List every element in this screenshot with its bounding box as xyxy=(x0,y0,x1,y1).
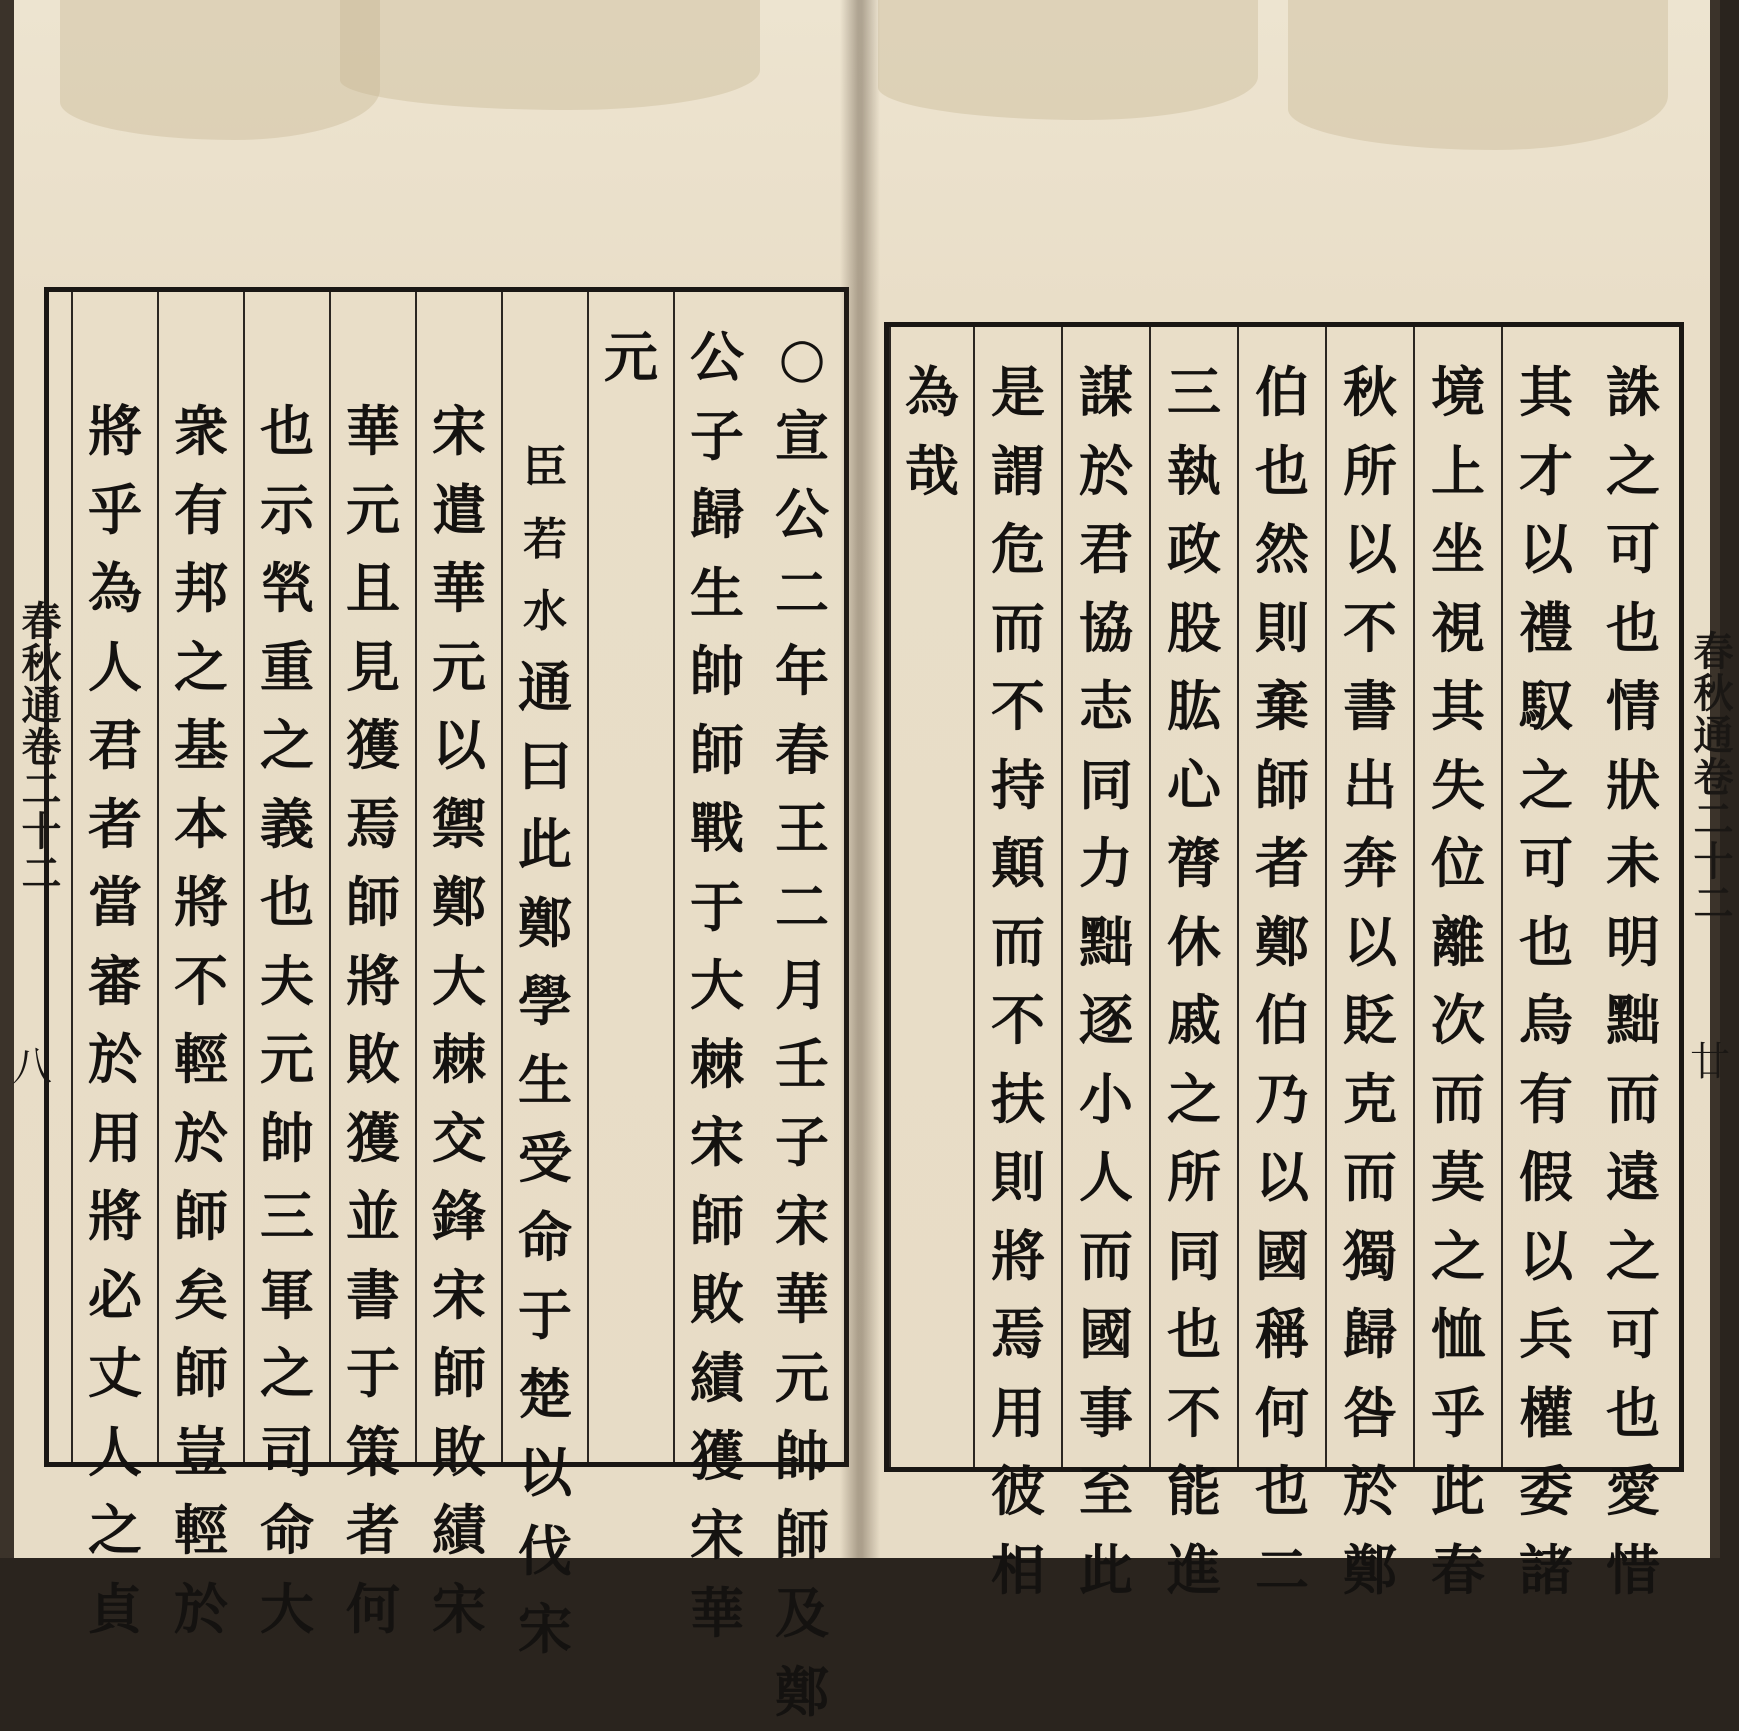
glyph: 貶 xyxy=(1343,981,1397,1060)
glyph: 獲 xyxy=(346,706,400,785)
left-text-frame xyxy=(44,287,849,1467)
glyph: 二 xyxy=(775,868,829,947)
glyph: 軍 xyxy=(260,1256,314,1335)
glyph: 何 xyxy=(1255,1374,1309,1453)
text-column xyxy=(673,292,759,1462)
glyph: 三 xyxy=(1167,353,1221,432)
glyph: 明 xyxy=(1606,903,1660,982)
glyph: 三 xyxy=(260,1177,314,1256)
glyph: 公 xyxy=(690,318,744,397)
glyph: 以 xyxy=(1519,510,1573,589)
glyph: 奔 xyxy=(1343,824,1397,903)
glyph: 以 xyxy=(518,1433,572,1512)
commentary-column xyxy=(415,292,501,1462)
commentary-column xyxy=(501,292,587,1462)
glyph: 持 xyxy=(991,746,1045,825)
glyph: 邦 xyxy=(174,549,228,628)
commentary-column xyxy=(243,292,329,1462)
glyph: 謀 xyxy=(1079,353,1133,432)
glyph: 謂 xyxy=(991,432,1045,511)
glyph: 及 xyxy=(775,1574,829,1653)
glyph: 用 xyxy=(991,1374,1045,1453)
glyph: 生 xyxy=(690,554,744,633)
glyph: 書 xyxy=(346,1256,400,1335)
commentary-column xyxy=(889,327,973,1467)
glyph: 政 xyxy=(1167,510,1221,589)
glyph: 乎 xyxy=(88,471,142,550)
glyph: 之 xyxy=(1431,1217,1485,1296)
glyph: 也 xyxy=(1255,1452,1309,1531)
book-gutter xyxy=(840,0,880,1558)
glyph: 獲 xyxy=(346,1099,400,1178)
glyph: 生 xyxy=(518,1041,572,1120)
glyph: 至 xyxy=(1079,1452,1133,1531)
glyph: 用 xyxy=(88,1099,142,1178)
right-folio-number: 廿 xyxy=(1690,1030,1730,1087)
glyph: 於 xyxy=(88,1020,142,1099)
glyph: 焉 xyxy=(991,1295,1045,1374)
glyph: 獨 xyxy=(1343,1217,1397,1296)
glyph: 膂 xyxy=(1167,824,1221,903)
glyph: 審 xyxy=(88,942,142,1021)
glyph: 之 xyxy=(1519,746,1573,825)
glyph: 二 xyxy=(1255,1531,1309,1610)
right-margin-title: 春秋通卷二十二 xyxy=(1682,630,1739,924)
glyph: 其 xyxy=(1431,667,1485,746)
glyph: 于 xyxy=(346,1334,400,1413)
glyph: 股 xyxy=(1167,589,1221,668)
glyph: 命 xyxy=(518,1198,572,1277)
glyph: 伯 xyxy=(1255,981,1309,1060)
glyph: 宋 xyxy=(775,1182,829,1261)
glyph: 君 xyxy=(88,706,142,785)
glyph: 是 xyxy=(991,353,1045,432)
glyph: 未 xyxy=(1606,824,1660,903)
glyph: 戚 xyxy=(1167,981,1221,1060)
glyph: 焉 xyxy=(346,785,400,864)
glyph: 相 xyxy=(991,1531,1045,1610)
glyph: 乃 xyxy=(1255,1060,1309,1139)
glyph: 師 xyxy=(346,863,400,942)
glyph: 以 xyxy=(1519,1217,1573,1296)
water-stain xyxy=(878,0,1258,120)
glyph: 才 xyxy=(1519,432,1573,511)
glyph: 也 xyxy=(260,392,314,471)
glyph: 貞 xyxy=(88,1570,142,1649)
glyph: 失 xyxy=(1431,746,1485,825)
glyph: 境 xyxy=(1431,353,1485,432)
glyph: ○ xyxy=(778,318,825,397)
glyph: 豈 xyxy=(174,1413,228,1492)
glyph: 不 xyxy=(991,667,1045,746)
glyph: 司 xyxy=(260,1413,314,1492)
glyph: 愛 xyxy=(1606,1452,1660,1531)
glyph: 矣 xyxy=(174,1256,228,1335)
glyph: 次 xyxy=(1431,981,1485,1060)
glyph: 國 xyxy=(1079,1295,1133,1374)
glyph: 公 xyxy=(775,475,829,554)
glyph: 師 xyxy=(775,1496,829,1575)
glyph: 上 xyxy=(1431,432,1485,511)
glyph: 敗 xyxy=(432,1413,486,1492)
glyph: 宣 xyxy=(775,397,829,476)
glyph: 於 xyxy=(1343,1452,1397,1531)
glyph: 可 xyxy=(1606,510,1660,589)
glyph: 之 xyxy=(260,706,314,785)
glyph: 華 xyxy=(690,1574,744,1653)
glyph: 有 xyxy=(1519,1060,1573,1139)
glyph: 華 xyxy=(775,1260,829,1339)
glyph: 獲 xyxy=(690,1417,744,1496)
glyph: 不 xyxy=(1343,589,1397,668)
commentary-column xyxy=(157,292,243,1462)
glyph: 將 xyxy=(346,942,400,1021)
glyph: 之 xyxy=(1606,432,1660,511)
glyph: 能 xyxy=(1167,1452,1221,1531)
glyph: 有 xyxy=(174,471,228,550)
glyph: 鄭 xyxy=(1255,903,1309,982)
glyph: 水 xyxy=(523,576,567,648)
glyph: 二 xyxy=(775,554,829,633)
glyph: 力 xyxy=(1079,824,1133,903)
glyph: 可 xyxy=(1519,824,1573,903)
glyph: 惜 xyxy=(1606,1531,1660,1610)
glyph: 此 xyxy=(1079,1531,1133,1610)
glyph: 於 xyxy=(1079,432,1133,511)
glyph: 師 xyxy=(174,1334,228,1413)
glyph: 元 xyxy=(260,1020,314,1099)
glyph: 心 xyxy=(1167,746,1221,825)
glyph: 師 xyxy=(690,711,744,790)
glyph: 宋 xyxy=(518,1590,572,1669)
text-column xyxy=(587,292,673,1462)
glyph: 黜 xyxy=(1606,981,1660,1060)
glyph: 禮 xyxy=(1519,589,1573,668)
glyph: 為 xyxy=(88,549,142,628)
glyph: 也 xyxy=(1255,432,1309,511)
glyph: 績 xyxy=(690,1339,744,1418)
glyph: 春 xyxy=(1431,1531,1485,1610)
glyph: 輕 xyxy=(174,1020,228,1099)
glyph: 乎 xyxy=(1431,1374,1485,1453)
glyph: 華 xyxy=(432,549,486,628)
glyph: 馭 xyxy=(1519,667,1573,746)
glyph: 本 xyxy=(174,785,228,864)
glyph: 而 xyxy=(1431,1060,1485,1139)
glyph: 稱 xyxy=(1255,1295,1309,1374)
glyph: 義 xyxy=(260,785,314,864)
glyph: 交 xyxy=(432,1099,486,1178)
glyph: 黜 xyxy=(1079,903,1133,982)
glyph: 志 xyxy=(1079,667,1133,746)
glyph: 則 xyxy=(1255,589,1309,668)
glyph: 同 xyxy=(1079,746,1133,825)
glyph: 策 xyxy=(346,1413,400,1492)
glyph: 壬 xyxy=(775,1025,829,1104)
glyph: 棘 xyxy=(690,1025,744,1104)
glyph: 人 xyxy=(88,1413,142,1492)
glyph: 所 xyxy=(1167,1138,1221,1217)
glyph: 㷀 xyxy=(260,549,314,628)
glyph: 進 xyxy=(1167,1531,1221,1610)
commentary-column xyxy=(1237,327,1325,1467)
glyph: 子 xyxy=(775,1103,829,1182)
glyph: 見 xyxy=(346,628,400,707)
glyph: 兵 xyxy=(1519,1295,1573,1374)
glyph: 莫 xyxy=(1431,1138,1485,1217)
glyph: 然 xyxy=(1255,510,1309,589)
glyph: 大 xyxy=(260,1570,314,1649)
glyph: 鄭 xyxy=(432,863,486,942)
glyph: 並 xyxy=(346,1177,400,1256)
glyph: 而 xyxy=(991,903,1045,982)
water-stain xyxy=(1288,0,1668,150)
glyph: 假 xyxy=(1519,1138,1573,1217)
glyph: 宋 xyxy=(432,1570,486,1649)
glyph: 帥 xyxy=(690,632,744,711)
glyph: 禦 xyxy=(432,785,486,864)
glyph: 將 xyxy=(991,1217,1045,1296)
glyph: 者 xyxy=(1255,824,1309,903)
glyph: 以 xyxy=(1343,510,1397,589)
glyph: 危 xyxy=(991,510,1045,589)
glyph: 而 xyxy=(1606,1060,1660,1139)
glyph: 衆 xyxy=(174,392,228,471)
glyph: 此 xyxy=(518,805,572,884)
glyph: 則 xyxy=(991,1138,1045,1217)
glyph: 師 xyxy=(174,1177,228,1256)
glyph: 情 xyxy=(1606,667,1660,746)
glyph: 小 xyxy=(1079,1060,1133,1139)
glyph: 秋 xyxy=(1343,353,1397,432)
glyph: 諸 xyxy=(1519,1531,1573,1610)
glyph: 克 xyxy=(1343,1060,1397,1139)
commentary-column xyxy=(1149,327,1237,1467)
glyph: 可 xyxy=(1606,1295,1660,1374)
glyph: 所 xyxy=(1343,432,1397,511)
glyph: 臣 xyxy=(523,432,567,504)
glyph: 位 xyxy=(1431,824,1485,903)
glyph: 視 xyxy=(1431,589,1485,668)
text-column xyxy=(759,292,845,1462)
glyph: 休 xyxy=(1167,903,1221,982)
glyph: 烏 xyxy=(1519,981,1573,1060)
glyph: 師 xyxy=(1255,746,1309,825)
glyph: 彼 xyxy=(991,1452,1045,1531)
glyph: 楚 xyxy=(518,1355,572,1434)
glyph: 協 xyxy=(1079,589,1133,668)
glyph: 肱 xyxy=(1167,667,1221,746)
glyph: 者 xyxy=(88,785,142,864)
glyph: 曰 xyxy=(518,727,572,806)
glyph: 遠 xyxy=(1606,1138,1660,1217)
glyph: 之 xyxy=(1167,1060,1221,1139)
glyph: 將 xyxy=(88,392,142,471)
glyph: 之 xyxy=(1606,1217,1660,1296)
glyph: 鄭 xyxy=(1343,1531,1397,1610)
glyph: 誅 xyxy=(1606,353,1660,432)
glyph: 必 xyxy=(88,1256,142,1335)
glyph: 人 xyxy=(88,628,142,707)
glyph: 元 xyxy=(775,1339,829,1418)
glyph: 宋 xyxy=(432,1256,486,1335)
glyph: 以 xyxy=(1255,1138,1309,1217)
glyph: 將 xyxy=(174,863,228,942)
left-page xyxy=(0,0,858,1558)
glyph: 王 xyxy=(775,789,829,868)
glyph: 也 xyxy=(1519,903,1573,982)
glyph: 鄭 xyxy=(775,1653,829,1731)
commentary-column xyxy=(973,327,1061,1467)
glyph: 也 xyxy=(1606,1374,1660,1453)
glyph: 者 xyxy=(346,1491,400,1570)
glyph: 受 xyxy=(518,1119,572,1198)
glyph: 伐 xyxy=(518,1512,572,1591)
glyph: 鄭 xyxy=(518,884,572,963)
glyph: 績 xyxy=(432,1491,486,1570)
glyph: 之 xyxy=(260,1334,314,1413)
glyph: 示 xyxy=(260,471,314,550)
glyph: 哉 xyxy=(905,432,959,511)
glyph: 宋 xyxy=(690,1103,744,1182)
commentary-column xyxy=(329,292,415,1462)
glyph: 也 xyxy=(1167,1295,1221,1374)
glyph: 師 xyxy=(690,1182,744,1261)
commentary-column xyxy=(71,292,157,1462)
glyph: 戰 xyxy=(690,789,744,868)
glyph: 權 xyxy=(1519,1374,1573,1453)
water-stain xyxy=(340,0,760,110)
glyph: 元 xyxy=(432,628,486,707)
glyph: 大 xyxy=(432,942,486,1021)
glyph: 子 xyxy=(690,397,744,476)
commentary-column xyxy=(1325,327,1413,1467)
glyph: 月 xyxy=(775,946,829,1025)
glyph: 基 xyxy=(174,706,228,785)
commentary-column xyxy=(1061,327,1149,1467)
glyph: 鋒 xyxy=(432,1177,486,1256)
glyph: 之 xyxy=(174,628,228,707)
glyph: 而 xyxy=(1343,1138,1397,1217)
glyph: 之 xyxy=(88,1491,142,1570)
glyph: 元 xyxy=(604,318,658,397)
glyph: 於 xyxy=(174,1099,228,1178)
glyph: 宋 xyxy=(690,1496,744,1575)
glyph: 棘 xyxy=(432,1020,486,1099)
glyph: 當 xyxy=(88,863,142,942)
glyph: 于 xyxy=(518,1276,572,1355)
glyph: 離 xyxy=(1431,903,1485,982)
glyph: 事 xyxy=(1079,1374,1133,1453)
glyph: 也 xyxy=(260,863,314,942)
glyph: 以 xyxy=(432,706,486,785)
water-stain xyxy=(60,0,380,140)
glyph: 華 xyxy=(346,392,400,471)
left-margin-title: 春秋通卷二十二 xyxy=(10,600,67,894)
glyph: 重 xyxy=(260,628,314,707)
glyph: 為 xyxy=(905,353,959,432)
glyph: 夫 xyxy=(260,942,314,1021)
glyph: 不 xyxy=(174,942,228,1021)
glyph: 丈 xyxy=(88,1334,142,1413)
commentary-column xyxy=(1589,327,1677,1467)
glyph: 不 xyxy=(991,981,1045,1060)
glyph: 若 xyxy=(523,504,567,576)
right-text-frame xyxy=(884,322,1684,1472)
glyph: 逐 xyxy=(1079,981,1133,1060)
glyph: 此 xyxy=(1431,1452,1485,1531)
glyph: 何 xyxy=(346,1570,400,1649)
commentary-column xyxy=(1501,327,1589,1467)
glyph: 其 xyxy=(1519,353,1573,432)
glyph: 人 xyxy=(1079,1138,1133,1217)
glyph: 棄 xyxy=(1255,667,1309,746)
glyph: 恤 xyxy=(1431,1295,1485,1374)
glyph: 歸 xyxy=(1343,1295,1397,1374)
left-folio-number: 八 xyxy=(12,1035,52,1092)
glyph: 敗 xyxy=(346,1020,400,1099)
glyph: 大 xyxy=(690,946,744,1025)
glyph: 師 xyxy=(432,1334,486,1413)
glyph: 顛 xyxy=(991,824,1045,903)
glyph: 春 xyxy=(775,711,829,790)
glyph: 且 xyxy=(346,549,400,628)
glyph: 伯 xyxy=(1255,353,1309,432)
glyph: 而 xyxy=(991,589,1045,668)
glyph: 帥 xyxy=(775,1417,829,1496)
glyph: 君 xyxy=(1079,510,1133,589)
glyph: 學 xyxy=(518,962,572,1041)
glyph: 以 xyxy=(1343,903,1397,982)
glyph: 執 xyxy=(1167,432,1221,511)
glyph: 出 xyxy=(1343,746,1397,825)
commentary-column xyxy=(1413,327,1501,1467)
glyph: 于 xyxy=(690,868,744,947)
glyph: 輕 xyxy=(174,1491,228,1570)
glyph: 於 xyxy=(174,1570,228,1649)
glyph: 而 xyxy=(1079,1217,1133,1296)
glyph: 委 xyxy=(1519,1452,1573,1531)
glyph: 通 xyxy=(518,648,572,727)
glyph: 咎 xyxy=(1343,1374,1397,1453)
glyph: 宋 xyxy=(432,392,486,471)
glyph: 狀 xyxy=(1606,746,1660,825)
glyph: 敗 xyxy=(690,1260,744,1339)
glyph: 書 xyxy=(1343,667,1397,746)
glyph: 元 xyxy=(346,471,400,550)
glyph: 不 xyxy=(1167,1374,1221,1453)
glyph: 也 xyxy=(1606,589,1660,668)
glyph: 國 xyxy=(1255,1217,1309,1296)
glyph: 帥 xyxy=(260,1099,314,1178)
glyph: 歸 xyxy=(690,475,744,554)
glyph: 將 xyxy=(88,1177,142,1256)
glyph: 坐 xyxy=(1431,510,1485,589)
glyph: 遣 xyxy=(432,471,486,550)
glyph: 同 xyxy=(1167,1217,1221,1296)
glyph: 扶 xyxy=(991,1060,1045,1139)
glyph: 年 xyxy=(775,632,829,711)
glyph: 命 xyxy=(260,1491,314,1570)
